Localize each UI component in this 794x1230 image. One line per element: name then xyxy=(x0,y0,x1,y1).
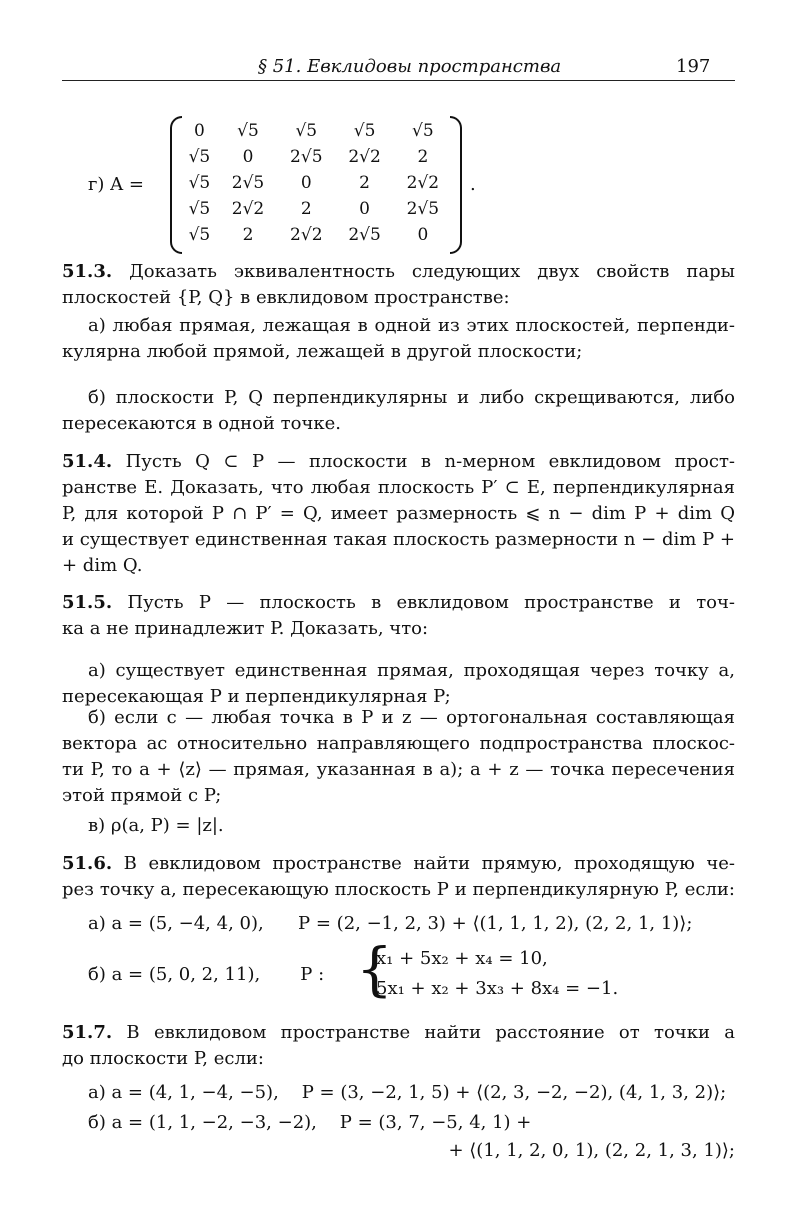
matrix-entry: 0 xyxy=(194,121,205,141)
problem-51-3-b: пересекаются в одной точке. xyxy=(62,413,341,434)
problem-51-5-b: этой прямой с P; xyxy=(62,785,222,806)
problem-51-3-a: кулярна любой прямой, лежащей в другой плоскости; xyxy=(62,341,583,362)
matrix-entry: 0 xyxy=(359,199,370,219)
matrix-entry: 0 xyxy=(242,147,254,167)
matrix-entry: √5 xyxy=(353,121,376,141)
problem-51-5-b: ти P, то a + ⟨z⟩ — прямая, указанная в а); a + z — точка пересечения xyxy=(62,759,735,780)
matrix-entry: 2√5 xyxy=(406,199,440,219)
problem-51-4-line: + dim Q. xyxy=(62,555,143,576)
matrix-entry: √5 xyxy=(188,147,211,167)
matrix-entry: √5 xyxy=(237,121,259,141)
problem-51-7-a: а) a = (4, 1, −4, −5), P = (3, −2, 1, 5) + ⟨(2, 3, −2, −2), (4, 1, 3, 2)⟩; xyxy=(88,1082,727,1103)
problem-number: 51.7. xyxy=(62,1022,113,1043)
matrix-label: г) A = xyxy=(88,174,144,195)
problem-text: В евклидовом пространстве найти расстояние от точки a xyxy=(126,1022,735,1043)
problem-51-6-line: рез точку a, пересекающую плоскость P и перпендикулярную P, если: xyxy=(62,879,735,900)
matrix-entry: 2√2 xyxy=(231,199,265,219)
matrix-entry: 0 xyxy=(417,225,429,245)
problem-51-6-line xyxy=(62,851,735,877)
matrix-row xyxy=(180,144,452,170)
matrix-entry: 2 xyxy=(300,199,312,219)
problem-number: 51.4. xyxy=(62,451,113,472)
problem-51-6-b: б) a = (5, 0, 2, 11), P : xyxy=(88,964,325,985)
problem-51-7-b: + ⟨(1, 1, 2, 0, 1), (2, 2, 1, 3, 1)⟩; xyxy=(448,1140,735,1161)
problem-number: 51.6. xyxy=(62,853,113,874)
problem-51-5-b: б) если c — любая точка в P и z — ортогональная составляющая xyxy=(88,707,735,728)
problem-51-7-b: б) a = (1, 1, −2, −3, −2), P = (3, 7, −5, 4, 1) + xyxy=(88,1112,532,1133)
matrix-entry: √5 xyxy=(188,199,211,219)
matrix-row xyxy=(180,196,452,222)
page-number: 197 xyxy=(676,56,711,77)
matrix-entry: 2 xyxy=(417,147,429,167)
problem-51-4-line: P, для которой P ∩ P′ = Q, имеет размерность ⩽ n − dim P + dim Q xyxy=(62,503,735,524)
matrix-entry: 2√5 xyxy=(348,225,381,245)
matrix-entry: 2√5 xyxy=(231,173,265,193)
problem-51-4-line xyxy=(62,449,735,475)
problem-51-5-c: в) ρ(a, P) = |z|. xyxy=(88,815,224,836)
problem-text: Пусть Q ⊂ P — плоскости в n-мерном евклидовом прост- xyxy=(125,451,735,472)
matrix-entry: √5 xyxy=(295,121,318,141)
brace: { xyxy=(356,935,393,1003)
matrix-entry: 2√2 xyxy=(406,173,440,193)
problem-51-4-line: и существует единственная такая плоскость размерности n − dim P + xyxy=(62,529,735,550)
matrix-entry: √5 xyxy=(188,173,211,193)
problem-51-6-a: а) a = (5, −4, 4, 0), P = (2, −1, 2, 3) + ⟨(1, 1, 1, 2), (2, 2, 1, 1)⟩; xyxy=(88,913,693,934)
matrix-entry: √5 xyxy=(188,225,211,245)
problem-number: 51.5. xyxy=(62,592,113,613)
problem-51-5-line: ка a не принадлежит P. Доказать, что: xyxy=(62,618,429,639)
matrix-entry: 2 xyxy=(359,173,370,193)
problem-51-5-b: вектора ac относительно направляющего подпространства плоскос- xyxy=(62,733,735,754)
matrix-entry: 2 xyxy=(242,225,254,245)
matrix-entry: 2√2 xyxy=(290,225,323,245)
problem-51-3-a: а) любая прямая, лежащая в одной из этих плоскостей, перпенди- xyxy=(88,315,735,336)
problem-51-4-line: ранстве E. Доказать, что любая плоскость P′ ⊂ E, перпендикулярная xyxy=(62,477,735,498)
header-rule xyxy=(62,80,735,81)
matrix-row xyxy=(180,118,452,144)
problem-text: Пусть P — плоскость в евклидовом пространстве и точ- xyxy=(127,592,735,613)
matrix-A xyxy=(170,116,462,252)
matrix-row xyxy=(180,170,452,196)
problem-number: 51.3. xyxy=(62,261,113,282)
problem-text: Доказать эквивалентность следующих двух свойств пары xyxy=(129,261,735,282)
running-header-title: § 51. Евклидовы пространства xyxy=(258,56,562,77)
matrix-entry: √5 xyxy=(412,121,434,141)
problem-51-5-a: пересекающая P и перпендикулярная P; xyxy=(62,686,451,707)
problem-51-3-line: плоскостей {P, Q} в евклидовом пространстве: xyxy=(62,287,510,308)
problem-51-7-line: до плоскости P, если: xyxy=(62,1048,264,1069)
right-paren xyxy=(450,116,462,254)
problem-51-3-b: б) плоскости P, Q перпендикулярны и либо скрещиваются, либо xyxy=(88,387,735,408)
matrix-entry: 2√5 xyxy=(290,147,323,167)
matrix-entries xyxy=(180,118,452,248)
problem-51-3-line xyxy=(62,259,735,285)
matrix-row xyxy=(180,222,452,248)
equation: x₁ + 5x₂ + x₄ = 10, xyxy=(376,948,548,969)
problem-51-7-line xyxy=(62,1020,735,1046)
matrix-entry: 2√2 xyxy=(348,147,381,167)
problem-text: В евклидовом пространстве найти прямую, проходящую че- xyxy=(123,853,735,874)
matrix-entry: 0 xyxy=(300,173,312,193)
problem-51-5-a: а) существует единственная прямая, проходящая через точку a, xyxy=(88,660,735,681)
matrix-period: . xyxy=(470,174,476,195)
equation: 5x₁ + x₂ + 3x₃ + 8x₄ = −1. xyxy=(376,978,619,999)
problem-51-5-line xyxy=(62,590,735,616)
